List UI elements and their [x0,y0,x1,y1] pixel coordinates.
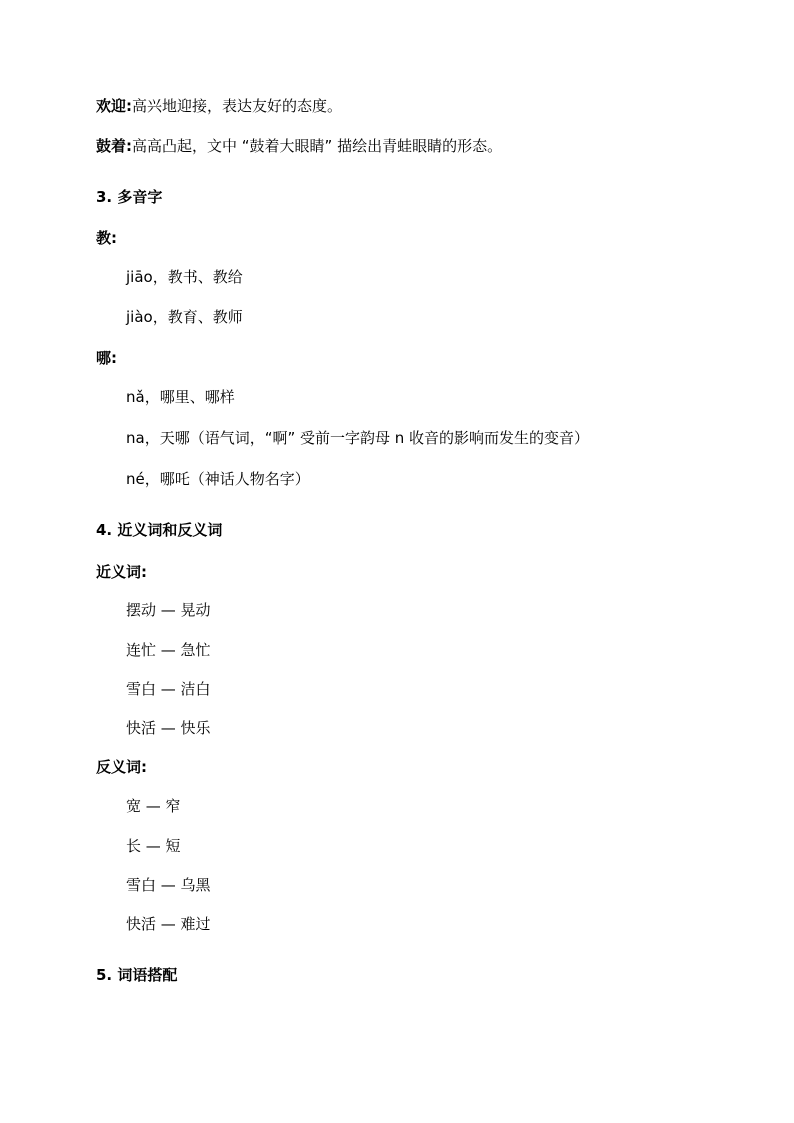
definition-line [96,96,342,116]
list-item: jiào，教育、教师 [126,308,243,326]
list-item: 雪白 — 洁白 [126,680,211,698]
list-item: jiāo，教书、教给 [126,268,243,286]
list-item: 快活 — 难过 [126,915,211,933]
polyphone-label: 哪: [96,349,117,367]
definition-line [96,136,502,156]
list-item: na，天哪（语气词，“啊” 受前一字韵母 n 收音的影响而发生的变音） [126,429,590,447]
list-item: 连忙 — 急忙 [126,641,211,659]
antonyms-label: 反义词: [96,758,147,776]
list-item: 快活 — 快乐 [126,719,211,737]
section-heading: 4. 近义词和反义词 [96,521,223,539]
list-item: 雪白 — 乌黑 [126,876,211,894]
section-heading: 5. 词语搭配 [96,966,178,984]
list-item: né，哪吒（神话人物名字） [126,470,310,488]
list-item: 摆动 — 晃动 [126,601,211,619]
definition-text: 高高凸起，文中 “鼓着大眼睛” 描绘出青蛙眼睛的形态。 [132,137,503,155]
list-item: 长 — 短 [126,837,181,855]
definition-term: 鼓着: [96,137,132,155]
list-item: nǎ，哪里、哪样 [126,388,235,406]
polyphone-label: 教: [96,229,117,247]
definition-term: 欢迎: [96,97,132,115]
definition-text: 高兴地迎接，表达友好的态度。 [132,97,343,115]
synonyms-label: 近义词: [96,563,147,581]
list-item: 宽 — 窄 [126,797,181,815]
section-heading: 3. 多音字 [96,188,163,206]
